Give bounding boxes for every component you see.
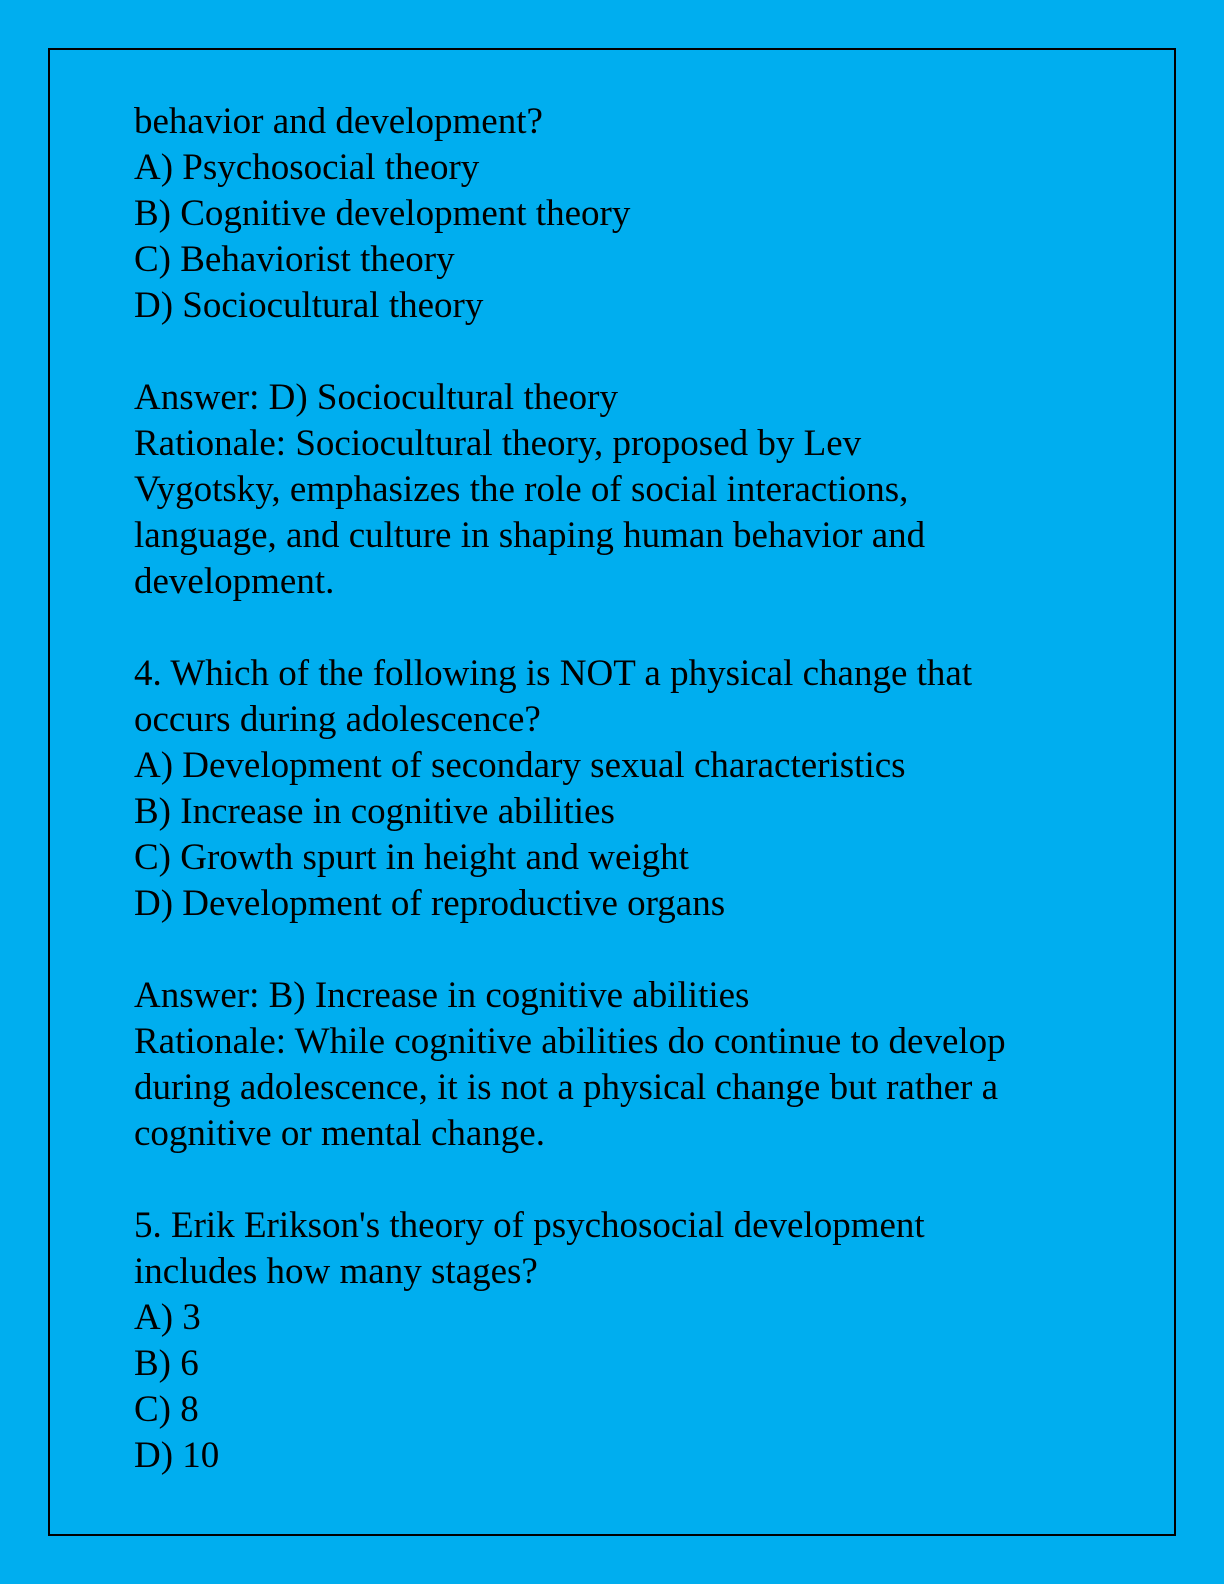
- question-3-option-d: D) Sociocultural theory: [134, 285, 484, 326]
- quiz-content: [134, 99, 1094, 1479]
- question-5-text: 5. Erik Erikson's theory of psychosocial development: [134, 1205, 925, 1246]
- question-4-rationale-line: Rationale: While cognitive abilities do continue to develop: [134, 1021, 1006, 1062]
- question-5-option-c: C) 8: [134, 1389, 199, 1430]
- question-3-answer: Answer: D) Sociocultural theory: [134, 377, 618, 418]
- spacer: [134, 605, 1094, 651]
- question-4-answer: Answer: B) Increase in cognitive abilities: [134, 975, 750, 1016]
- question-3-option-a: A) Psychosocial theory: [134, 147, 480, 188]
- question-4-rationale-line: cognitive or mental change.: [134, 1113, 545, 1154]
- question-3-option-c: C) Behaviorist theory: [134, 239, 455, 280]
- question-3-rationale-line: Rationale: Sociocultural theory, proposed by Lev: [134, 423, 862, 464]
- question-5-option-b: B) 6: [134, 1343, 199, 1384]
- question-4-option-c: C) Growth spurt in height and weight: [134, 837, 689, 878]
- spacer: [134, 1157, 1094, 1203]
- question-4-option-a: A) Development of secondary sexual characteristics: [134, 745, 906, 786]
- question-3-rationale-line: language, and culture in shaping human behavior and: [134, 515, 926, 556]
- question-5-option-a: A) 3: [134, 1297, 201, 1338]
- question-4-text: occurs during adolescence?: [134, 699, 541, 740]
- spacer: [134, 927, 1094, 973]
- question-3-rationale-line: Vygotsky, emphasizes the role of social interactions,: [134, 469, 909, 510]
- question-4-rationale-line: during adolescence, it is not a physical change but rather a: [134, 1067, 999, 1108]
- question-4-option-b: B) Increase in cognitive abilities: [134, 791, 615, 832]
- spacer: [134, 329, 1094, 375]
- question-5-option-d: D) 10: [134, 1435, 220, 1476]
- question-3-rationale-line: development.: [134, 561, 335, 602]
- question-4-text: 4. Which of the following is NOT a physical change that: [134, 653, 973, 694]
- question-4-option-d: D) Development of reproductive organs: [134, 883, 726, 924]
- question-5-text: includes how many stages?: [134, 1251, 538, 1292]
- question-3-option-b: B) Cognitive development theory: [134, 193, 631, 234]
- question-3-text-tail: behavior and development?: [134, 101, 543, 142]
